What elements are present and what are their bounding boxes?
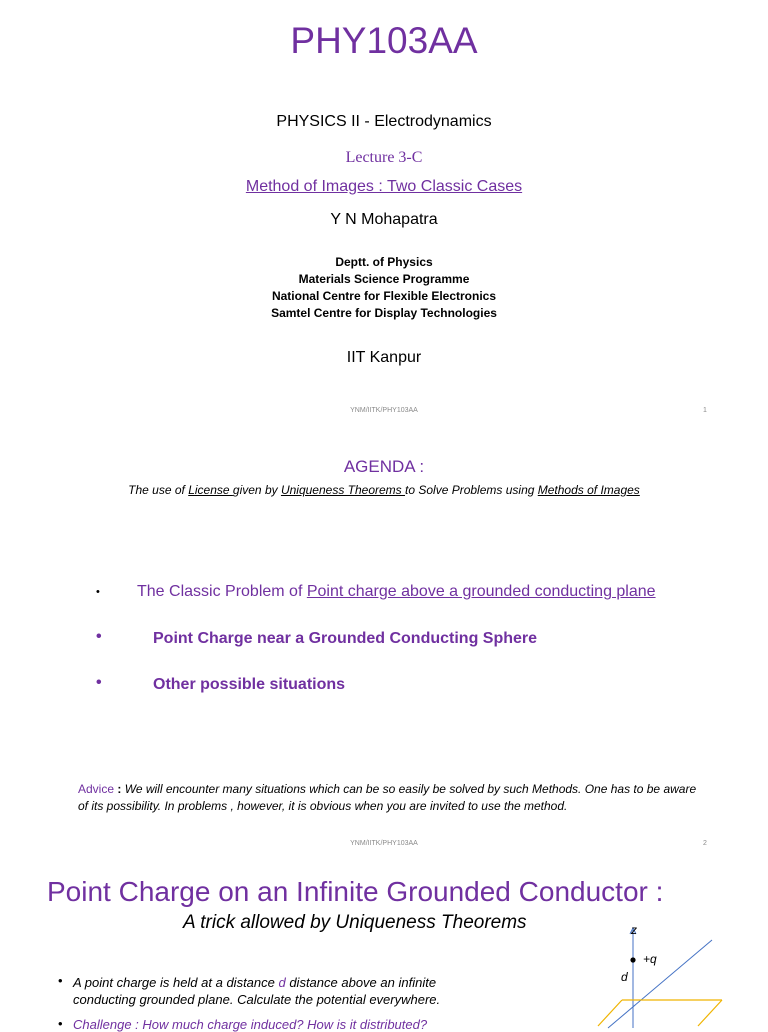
bullet-1: • — [96, 586, 100, 598]
slide-footer: YNM/IITK/PHY103AA — [350, 407, 418, 414]
slide-1 — [0, 0, 768, 432]
bullet-1-text-b: distance above an infinite — [285, 975, 437, 990]
slide3-bullet-2: Challenge : How much charge induced? How is it distributed? — [73, 1017, 428, 1032]
agenda-item-3: Other possible situations — [153, 676, 346, 693]
slide3-subtitle: A trick allowed by Uniqueness Theorems — [183, 912, 527, 933]
distance-d: d — [278, 975, 286, 990]
plane-diagonal — [608, 940, 712, 1028]
license-link[interactable]: License — [188, 483, 233, 497]
slide-3 — [0, 866, 768, 1032]
agenda-intro — [0, 483, 768, 497]
affiliation-4: Samtel Centre for Display Technologies — [271, 306, 497, 320]
author-name: Y N Mohapatra — [330, 211, 438, 228]
agenda-item-2: Point Charge near a Grounded Conducting Sphere — [153, 630, 538, 647]
advice-line-1: We will encounter many situations which can be so easily be solved by such Methods. One has to be aware — [121, 782, 697, 796]
page-number: 2 — [703, 840, 707, 847]
point-charge — [630, 957, 635, 962]
advice-label: Advice — [78, 782, 115, 796]
bullet-1-text-a: A point charge is held at a distance — [73, 975, 279, 990]
z-axis-label: z — [631, 923, 637, 937]
lecture-topic-text: Method of Images : Two Classic Cases — [245, 178, 523, 195]
intro-text-3: to Solve Problems using — [405, 483, 538, 497]
affiliation-3: National Centre for Flexible Electronics — [271, 289, 497, 303]
intro-text-1: The use of — [128, 483, 189, 497]
agenda-title: AGENDA : — [343, 457, 425, 476]
bullet-3: • — [96, 674, 102, 691]
agenda-item-1-link[interactable]: Point charge above a grounded conducting plane — [306, 583, 656, 600]
charge-diagram — [580, 918, 740, 1028]
lecture-number: Lecture 3-C — [345, 149, 423, 166]
course-subtitle: PHYSICS II - Electrodynamics — [276, 113, 492, 130]
slide3-bullet-2-marker: • — [58, 1016, 63, 1031]
bullet-1-line-2: conducting grounded plane. Calculate the potential everywhere. — [73, 992, 441, 1007]
intro-text-2: given by — [232, 483, 281, 497]
bullet-2: • — [96, 628, 102, 645]
slide-footer: YNM/IITK/PHY103AA — [350, 840, 418, 847]
advice-colon: : — [114, 782, 122, 796]
agenda-item-1 — [137, 583, 656, 601]
lecture-topic — [0, 178, 768, 196]
slide3-title: Point Charge on an Infinite Grounded Conductor : — [47, 876, 664, 907]
slide3-bullet-1 — [73, 974, 440, 1008]
agenda-item-1-prefix: The Classic Problem of — [137, 583, 307, 600]
plane-edge-left — [598, 1000, 622, 1026]
methods-of-images-link[interactable]: Methods of Images — [537, 483, 640, 497]
affiliation-2: Materials Science Programme — [298, 272, 470, 286]
affiliation-1: Deptt. of Physics — [335, 255, 433, 269]
page-number: 1 — [703, 407, 707, 414]
uniqueness-theorems-link[interactable]: Uniqueness Theorems — [280, 483, 406, 497]
slide-2 — [0, 433, 768, 865]
institute-name: IIT Kanpur — [346, 349, 422, 366]
charge-label: +q — [643, 952, 657, 966]
advice-line-2: of its possibility. In problems , however, it is obvious when you are invited to use the method. — [78, 799, 568, 813]
course-code: PHY103AA — [290, 20, 478, 61]
slide3-bullet-1-marker: • — [58, 973, 63, 988]
distance-label: d — [621, 970, 628, 984]
advice-paragraph — [78, 781, 696, 815]
plane-edge-right — [698, 1000, 722, 1026]
